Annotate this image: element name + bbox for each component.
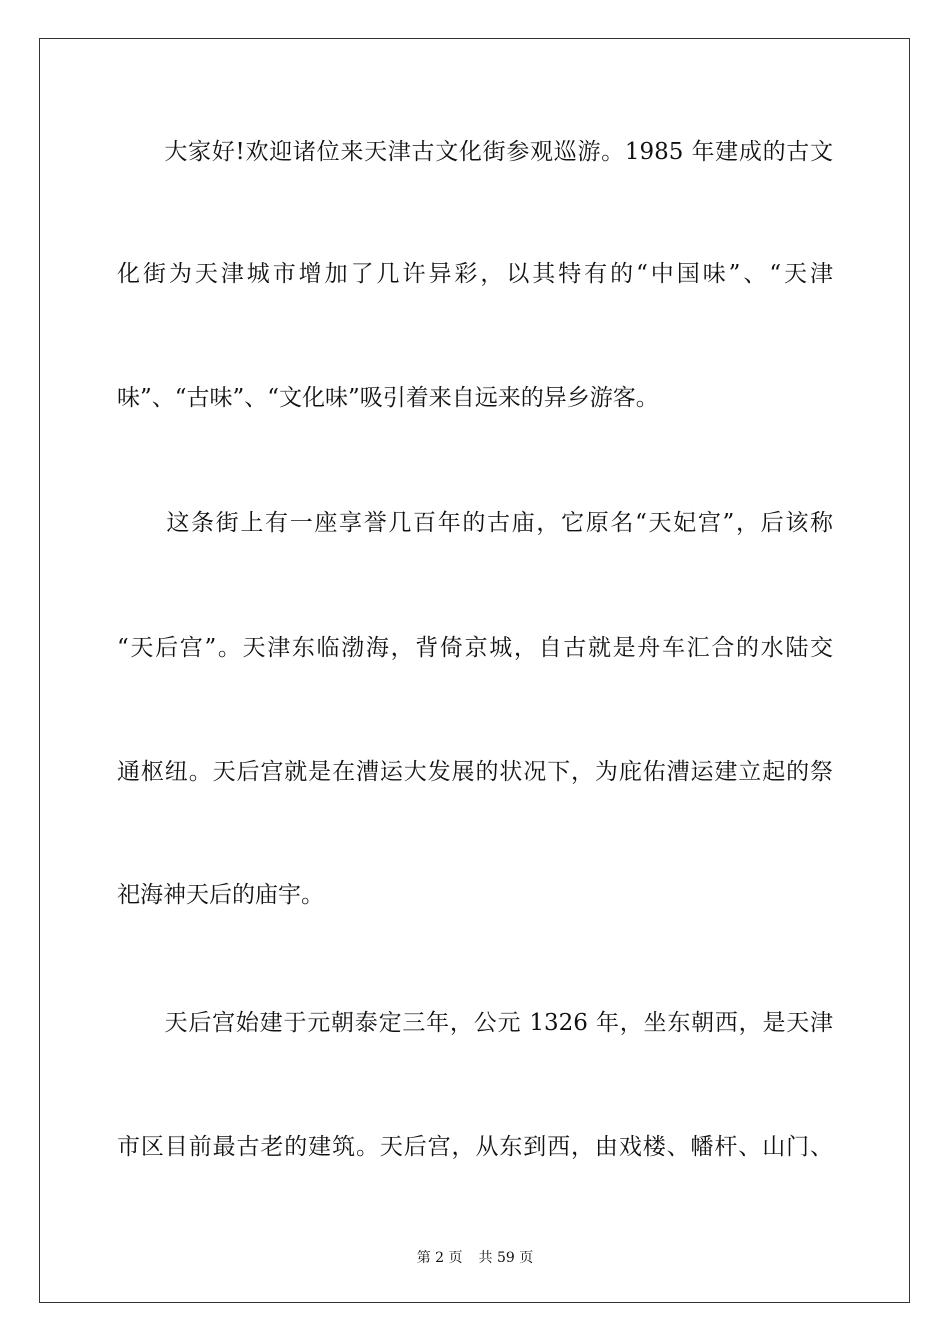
text-line: 祀海神天后的庙宇。 [117, 882, 324, 908]
text-line: 市区目前最古老的建筑。天后宫，从东到西，由戏楼、幡杆、山门、 [117, 1134, 833, 1160]
text-line: 化街为天津城市增加了几许异彩，以其特有的“中国味”、“天津 [117, 261, 833, 287]
total-pages: 共 59 页 [478, 1250, 534, 1266]
text-line: 这条街上有一座享誉几百年的古庙，它原名“天妃宫”，后该称 [117, 510, 833, 536]
page-footer [0, 1250, 950, 1266]
page-border [39, 38, 910, 1303]
text-line: 天后宫始建于元朝泰定三年，公元 1326 年，坐东朝西，是天津 [117, 1010, 833, 1036]
page-number: 第 2 页 [416, 1250, 463, 1266]
text-line: “天后宫”。天津东临渤海，背倚京城，自古就是舟车汇合的水陆交 [117, 635, 833, 661]
text-line: 味”、“古味”、“文化味”吸引着来自远来的异乡游客。 [117, 385, 659, 411]
text-line: 大家好!欢迎诸位来天津古文化街参观巡游。1985 年建成的古文 [117, 139, 833, 165]
text-line: 通枢纽。天后宫就是在漕运大发展的状况下，为庇佑漕运建立起的祭 [117, 759, 833, 785]
